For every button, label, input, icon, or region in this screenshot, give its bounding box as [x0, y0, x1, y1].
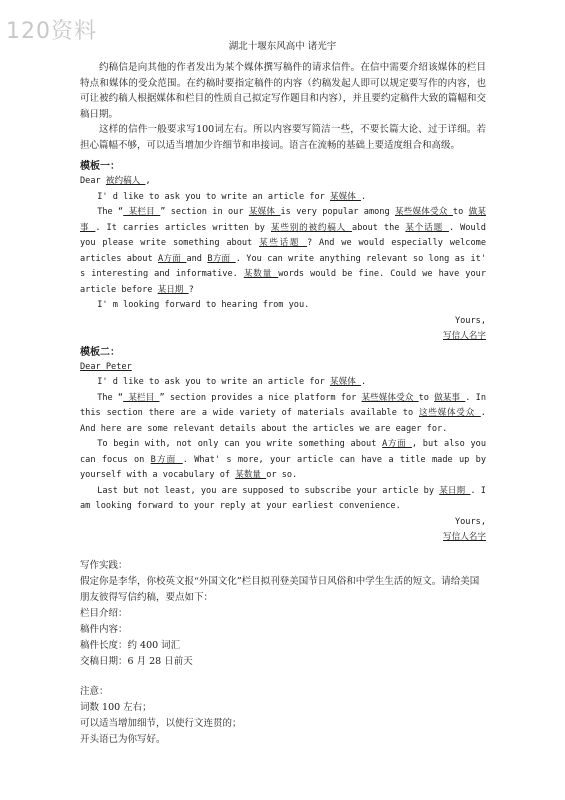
practice-point-3: 稿件长度：约 400 词汇 [80, 639, 181, 651]
page-header: 湖北十堰东风高中 诸光宇 [228, 41, 337, 52]
intro-paragraph-1: 约稿信是向其他的作者发出为某个媒体撰写稿件的请求信件。在信中需要介绍该媒体的栏目特点和媒体的受众范围。在约稿时要指定稿件的内容（约稿发起人即可以规定要写作的内容，也可让被约稿人根据媒体和栏目的性质自己拟定写作题目和内容），并且要约定稿件大致的篇幅和交稿日期。 [80, 62, 486, 120]
template-2-paragraph-3: To begin with, not only can you write something about A方面 , but also you can focus on B方面 . What' s more, your article can have a title made up by yourself with a vocabulary of 某数量 or so. [80, 439, 487, 480]
template-2-closing: Yours, [454, 516, 486, 527]
template-2-signature: 写信人名字 [443, 532, 486, 542]
template-2-paragraph-4: Last but not least, you are supposed to subscribe your article by 某日期 . I am looking forward to your reply at your earliest convenience. [80, 485, 486, 511]
template-1-salutation: Dear 被约稿人 , [80, 176, 151, 186]
template-1-closing: Yours, [454, 315, 486, 326]
practice-title: 写作实践： [80, 559, 128, 571]
practice-point-1: 栏目介绍： [80, 607, 128, 619]
note-item-2: 可以适当增加细节，以使行文连贯的； [80, 717, 242, 729]
template-1-paragraph-2: The “ 某栏目 ” section in our 某媒体 is very popular among 某些媒体受众 to 做某事 . It carries articles written by 某些别的被约稿人 about the 某个话题 . Would you please write something about 某些话题 ? And we would especially welcome articles about A方面 and B方面 . You can write anything relevant so long as it' s interesting and informative. 某数量 words would be fine. Could we have your article before 某日期 ? [80, 207, 487, 295]
practice-prompt: 假定你是李华，你校英文报“外国文化”栏目拟刊登美国节日风俗和中学生生活的短文。请给美国朋友彼得写信约稿，要点如下： [80, 575, 480, 603]
template-2-title: 模板二： [80, 346, 120, 358]
notes-title: 注意： [80, 685, 109, 697]
template-1-paragraph-3: I' m looking forward to hearing from you. [97, 300, 310, 310]
note-item-3: 开头语已为你写好。 [80, 733, 166, 745]
template-2-paragraph-2: The “ 某栏目 ” section provides a nice platform for 某些媒体受众 to 做某事 . In this section there are a wide variety of materials available to 这些媒体受众 . And here are some relevant details about the articles we are eager for. [80, 392, 486, 434]
template-1-signature: 写信人名字 [443, 331, 486, 341]
practice-point-4: 交稿日期：6 月 28 日前天 [80, 655, 193, 667]
watermark: 120资料 [6, 19, 97, 44]
template-1-paragraph-1: I' d like to ask you to write an article for 某媒体 . [97, 191, 367, 202]
note-item-1: 词数 100 左右； [80, 701, 152, 713]
document-body [80, 60, 486, 748]
template-2-paragraph-1: I' d like to ask you to write an article for 某媒体 . [97, 377, 367, 387]
intro-paragraph-2: 这样的信件一般要求写100词左右。所以内容要写简洁一些，不要长篇大论、过于详细。若担心篇幅不够，可以适当增加少许细节和串接词。语言在流畅的基础上要适度组合和高级。 [80, 124, 486, 151]
template-1-title: 模板一： [80, 161, 120, 172]
practice-point-2: 稿件内容： [80, 623, 128, 635]
template-2-salutation: Dear Peter [80, 361, 132, 372]
